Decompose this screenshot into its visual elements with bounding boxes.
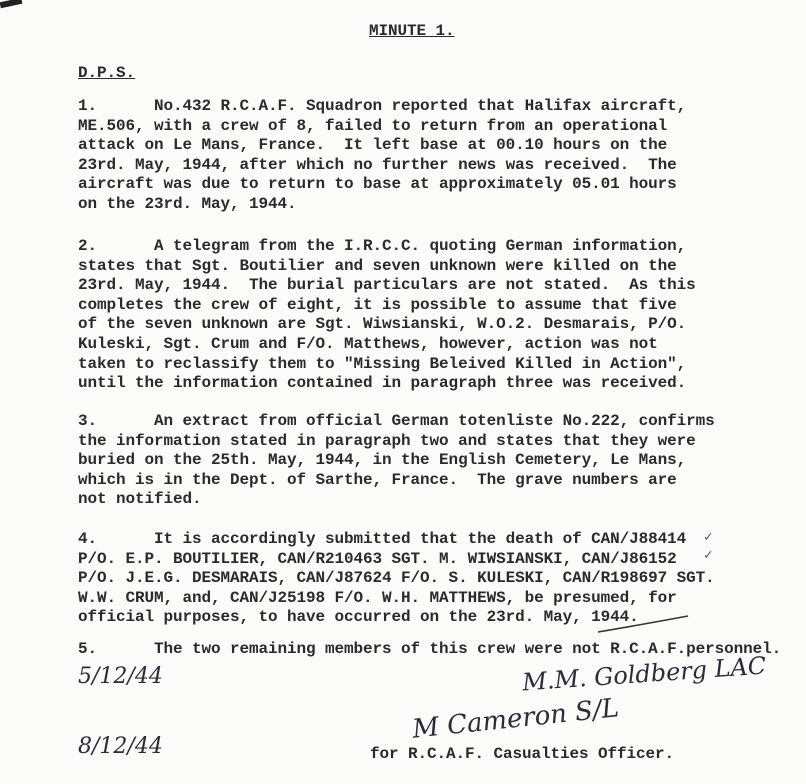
text-line: completes the crew of eight, it is possible to assume that five [78,295,677,314]
paragraph-5 [78,640,781,660]
text-line: until the information contained in paragraph three was received. [78,374,687,393]
paragraph-2 [78,237,696,394]
check-mark-icon: ✓ [704,548,713,564]
handwritten-signature: M Cameron S/L [410,693,621,745]
text-line: which is in the Dept. of Sarthe, France. The grave numbers are [78,470,677,489]
text-line: P/O. J.E.G. DESMARAIS, CAN/J87624 F/O. S. KULESKI, CAN/R198697 SGT. [78,569,715,588]
text-line: 3. An extract from official German totenliste No.222, confirms [78,412,715,430]
scan-mark [0,0,22,8]
text-line: 23rd. May, 1944. The burial particulars are not stated. As this [78,276,696,295]
text-line: on the 23rd. May, 1944. [78,194,297,213]
text-line: 5. The two remaining members of this crew were not R.C.A.F.personnel. [78,640,782,658]
text-line: 4. It is accordingly submitted that the death of CAN/J88414 [78,530,687,548]
text-line: 1. No.432 R.C.A.F. Squadron reported that Halifax aircraft, [78,97,687,115]
handwritten-date: 8/12/44 [78,734,163,759]
text-line: 2. A telegram from the I.R.C.C. quoting German information, [78,237,687,255]
paragraph-3 [78,412,715,510]
text-line: the information stated in paragraph two and states that they were [78,431,696,450]
text-line: not notified. [78,490,202,509]
text-line: aircraft was due to return to base at approximately 05.01 hours [78,175,677,194]
signature-block: for R.C.A.F. Casualties Officer. [370,745,675,763]
text-line: official purposes, to have occurred on the 23rd. May, 1944. [78,608,639,627]
handwritten-signature: M.M. Goldberg LAC [521,651,768,697]
text-line: buried on the 25th. May, 1944, in the English Cemetery, Le Mans, [78,451,687,470]
text-line: taken to reclassify them to "Missing Beleived Killed in Action", [78,354,687,373]
check-mark-icon: ✓ [704,530,713,546]
text-line: ME.506, with a crew of 8, failed to return from an operational [78,116,668,135]
text-line: states that Sgt. Boutilier and seven unknown were killed on the [78,256,677,275]
handwritten-date: 5/12/44 [78,664,163,689]
text-line: W.W. CRUM, and, CAN/J25198 F/O. W.H. MATTHEWS, be presumed, for [78,588,677,607]
text-line: of the seven unknown are Sgt. Wiwsianski, W.O.2. Desmarais, P/O. [78,315,687,334]
text-line: Kuleski, Sgt. Crum and F/O. Matthews, however, action was not [78,334,658,353]
text-line: 23rd. May, 1944, after which no further news was received. The [78,155,677,174]
paragraph-1 [78,97,686,215]
addressee: D.P.S. [78,64,136,82]
document-title: MINUTE 1. [369,22,455,40]
text-line: P/O. E.P. BOUTILIER, CAN/R210463 SGT. M. WIWSIANSKI, CAN/J86152 [78,549,677,568]
underline-stroke [594,612,694,636]
text-line: attack on Le Mans, France. It left base at 00.10 hours on the [78,136,668,155]
